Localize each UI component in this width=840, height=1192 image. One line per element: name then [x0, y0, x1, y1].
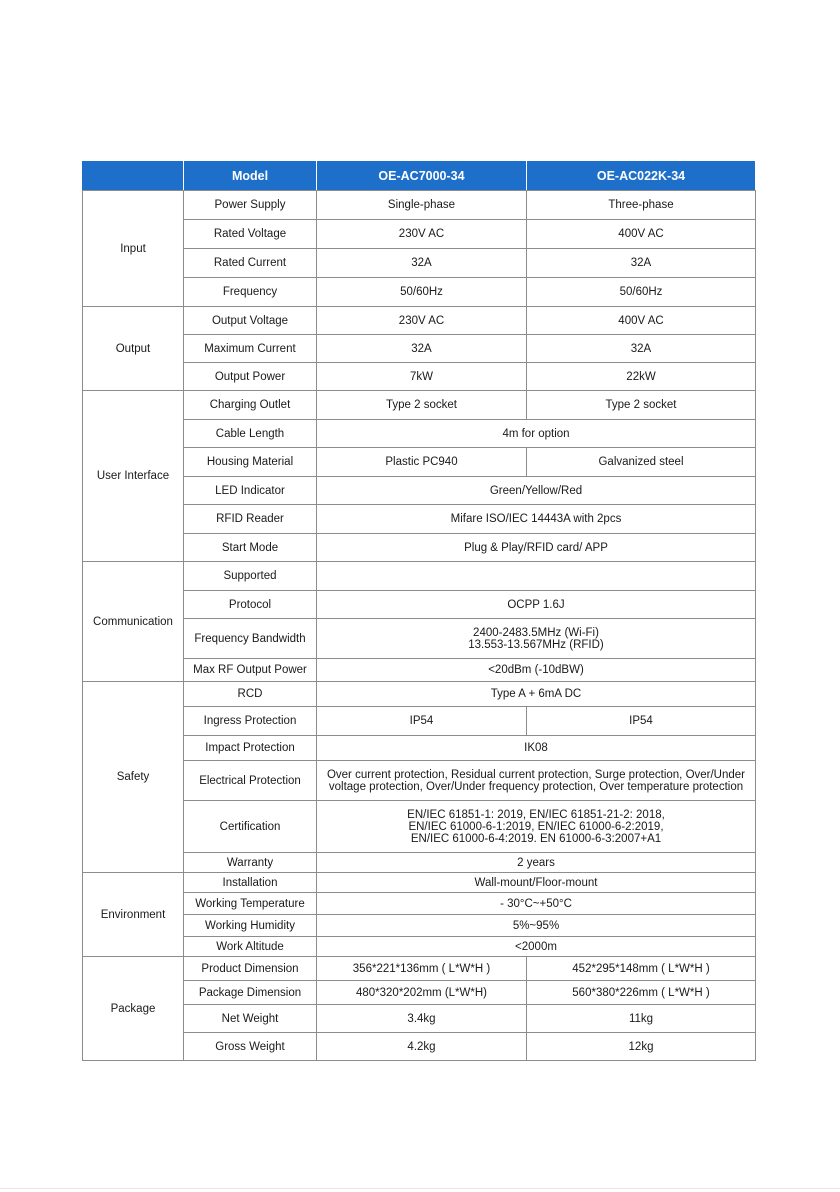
table-row [83, 1005, 756, 1033]
table-row [83, 420, 756, 448]
cell-a: 230V AC [317, 220, 527, 249]
table-row [83, 736, 756, 761]
cell-a: Plastic PC940 [317, 448, 527, 477]
row-label: Working Humidity [184, 915, 317, 937]
cell-merged: IK08 [317, 736, 756, 761]
cell-merged: Plug & Play/RFID card/ APP [317, 534, 756, 562]
row-label: Ingress Protection [184, 707, 317, 736]
row-label: Impact Protection [184, 736, 317, 761]
row-label: Maximum Current [184, 335, 317, 363]
cell-merged: <2000m [317, 937, 756, 957]
table-row [83, 505, 756, 534]
header-model-b: OE-AC022K-34 [527, 161, 756, 191]
cell-merged: Type A + 6mA DC [317, 682, 756, 707]
row-label: Max RF Output Power [184, 659, 317, 682]
cell-b: 452*295*148mm ( L*W*H ) [527, 957, 756, 981]
cell-merged: OCPP 1.6J [317, 591, 756, 619]
cell-merged: 2 years [317, 853, 756, 873]
cell-b: 560*380*226mm ( L*W*H ) [527, 981, 756, 1005]
table-row [83, 191, 756, 220]
table-row [83, 893, 756, 915]
cell-b: 12kg [527, 1033, 756, 1061]
header-corner [83, 161, 184, 191]
cell-a: 50/60Hz [317, 278, 527, 307]
table-row [83, 249, 756, 278]
row-label: RFID Reader [184, 505, 317, 534]
table-row [83, 1033, 756, 1061]
table-row [83, 682, 756, 707]
cell-b: 22kW [527, 363, 756, 391]
row-label: Protocol [184, 591, 317, 619]
row-label: Work Altitude [184, 937, 317, 957]
cell-merged: Mifare ISO/IEC 14443A with 2pcs [317, 505, 756, 534]
cell-merged: - 30°C~+50°C [317, 893, 756, 915]
header-model: Model [184, 161, 317, 191]
row-label: Product Dimension [184, 957, 317, 981]
row-label: Power Supply [184, 191, 317, 220]
cell-b: Three-phase [527, 191, 756, 220]
table-row [83, 937, 756, 957]
table-row [83, 957, 756, 981]
group-output: Output [83, 307, 184, 391]
cell-merged: 4m for option [317, 420, 756, 448]
group-communication: Communication [83, 562, 184, 682]
table-row [83, 761, 756, 801]
cell-merged: <20dBm (-10dBW) [317, 659, 756, 682]
row-label: Rated Current [184, 249, 317, 278]
row-label: Certification [184, 801, 317, 853]
cell-b: 11kg [527, 1005, 756, 1033]
cell-a: 3.4kg [317, 1005, 527, 1033]
table-row [83, 562, 756, 591]
table-row [83, 801, 756, 853]
table-row [83, 307, 756, 335]
group-safety: Safety [83, 682, 184, 873]
table-row [83, 873, 756, 893]
cell-merged: Wall-mount/Floor-mount [317, 873, 756, 893]
row-label: Output Voltage [184, 307, 317, 335]
row-label: Package Dimension [184, 981, 317, 1005]
cell-merged: Green/Yellow/Red [317, 477, 756, 505]
group-environment: Environment [83, 873, 184, 957]
cell-merged: 2400-2483.5MHz (Wi-Fi) 13.553-13.567MHz (RFID) [317, 619, 756, 659]
row-label: LED Indicator [184, 477, 317, 505]
cell-b: 400V AC [527, 220, 756, 249]
table-row [83, 335, 756, 363]
group-user-interface: User Interface [83, 391, 184, 562]
cell-b: 32A [527, 335, 756, 363]
header-row [83, 161, 756, 191]
cell-a: 480*320*202mm (L*W*H) [317, 981, 527, 1005]
table-row [83, 591, 756, 619]
table-row [83, 220, 756, 249]
cell-b: Type 2 socket [527, 391, 756, 420]
row-label: Cable Length [184, 420, 317, 448]
cell-merged: EN/IEC 61851-1: 2019, EN/IEC 61851-21-2: 2018, EN/IEC 61000-6-1:2019, EN/IEC 61000-6-2:2019, EN/IEC 61000-6-4:2019. EN 61000-6-3:2007+A1 [317, 801, 756, 853]
cell-a: Type 2 socket [317, 391, 527, 420]
row-label: Rated Voltage [184, 220, 317, 249]
cell-b: 32A [527, 249, 756, 278]
row-label: Electrical Protection [184, 761, 317, 801]
table-row [83, 853, 756, 873]
cell-merged: Over current protection, Residual current protection, Surge protection, Over/Under voltage protection, Over/Under frequency protection, Over temperature protection [317, 761, 756, 801]
table-row [83, 981, 756, 1005]
row-label: Housing Material [184, 448, 317, 477]
table-row [83, 619, 756, 659]
row-label: Charging Outlet [184, 391, 317, 420]
table-row [83, 448, 756, 477]
cell-a: Single-phase [317, 191, 527, 220]
cell-a: 32A [317, 249, 527, 278]
cell-a: 356*221*136mm ( L*W*H ) [317, 957, 527, 981]
cell-merged [317, 562, 756, 591]
cell-a: 7kW [317, 363, 527, 391]
cell-b: IP54 [527, 707, 756, 736]
row-label: Supported [184, 562, 317, 591]
row-label: Output Power [184, 363, 317, 391]
cell-a: 32A [317, 335, 527, 363]
row-label: Net Weight [184, 1005, 317, 1033]
group-package: Package [83, 957, 184, 1061]
cell-b: Galvanized steel [527, 448, 756, 477]
row-label: Frequency [184, 278, 317, 307]
table-row [83, 363, 756, 391]
table-row [83, 391, 756, 420]
table-row [83, 915, 756, 937]
cell-a: 4.2kg [317, 1033, 527, 1061]
table-row [83, 278, 756, 307]
row-label: Working Temperature [184, 893, 317, 915]
spec-table [82, 160, 756, 1061]
table-row [83, 477, 756, 505]
row-label: Frequency Bandwidth [184, 619, 317, 659]
table-row [83, 534, 756, 562]
cell-a: IP54 [317, 707, 527, 736]
cell-b: 400V AC [527, 307, 756, 335]
group-input: Input [83, 191, 184, 307]
row-label: Installation [184, 873, 317, 893]
table-row [83, 659, 756, 682]
table-row [83, 707, 756, 736]
cell-b: 50/60Hz [527, 278, 756, 307]
row-label: RCD [184, 682, 317, 707]
header-model-a: OE-AC7000-34 [317, 161, 527, 191]
row-label: Gross Weight [184, 1033, 317, 1061]
cell-a: 230V AC [317, 307, 527, 335]
page-bottom-rule [0, 1188, 840, 1189]
row-label: Start Mode [184, 534, 317, 562]
row-label: Warranty [184, 853, 317, 873]
cell-merged: 5%~95% [317, 915, 756, 937]
